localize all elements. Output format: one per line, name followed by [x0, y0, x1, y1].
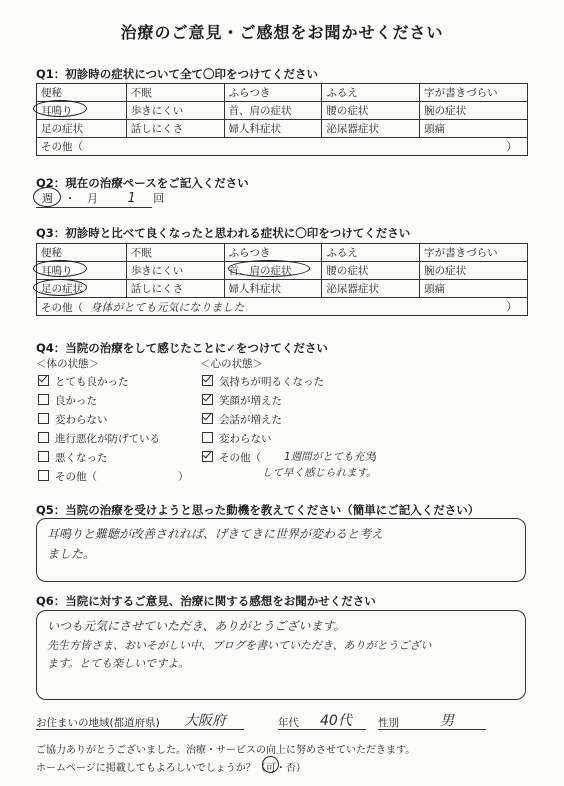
checkbox-checked[interactable]	[202, 375, 213, 386]
q3-cell[interactable]: ふらつき	[224, 244, 322, 262]
q1-cell[interactable]: ふるえ	[322, 84, 420, 102]
q3-cell[interactable]: 頭痛	[420, 280, 528, 298]
q3-cell[interactable]: 話しにくさ	[126, 280, 224, 298]
q1-cell[interactable]: 耳鳴り	[37, 102, 127, 120]
checkbox[interactable]	[38, 413, 49, 424]
region-label: お住まいの地域(都道府県)	[36, 717, 160, 729]
q3-cell[interactable]: 婦人科症状	[224, 280, 322, 298]
q1-cell[interactable]: 腰の症状	[322, 102, 420, 120]
checkbox-checked[interactable]	[38, 375, 49, 386]
q2-month[interactable]: 月	[87, 192, 98, 205]
q3-cell[interactable]: 字が書きづらい	[420, 244, 528, 262]
q6-answer-line3: ます。とても楽しいですよ。	[47, 657, 190, 670]
publish-no[interactable]: 否	[285, 763, 296, 774]
q1-cell[interactable]: ふらつき	[224, 84, 322, 102]
q4-mind-heading: ＜心の状態＞	[200, 358, 263, 370]
q3-cell[interactable]: 腰の症状	[322, 262, 420, 280]
q2-dot: ・	[64, 192, 76, 205]
q4-heading: Q4：当院の治療をして感じたことに✓をつけてください	[36, 341, 328, 355]
q6-heading: Q6：当院に対するご意見、治療に関する感想をお聞かせください	[36, 594, 376, 608]
q2-heading: Q2：現在の治療ペースをご記入ください	[36, 176, 249, 190]
q1-cell[interactable]: 字が書きづらい	[420, 84, 528, 102]
q5-answer-line2: ました。	[47, 547, 96, 561]
q6-answer-line1: いつも元気にさせていただき、ありがとうございます。	[47, 619, 346, 633]
q2-unit: 回	[153, 192, 165, 205]
q3-other-close: ）	[506, 301, 517, 313]
q3-cell[interactable]: 足の症状	[37, 280, 127, 298]
q4-body-item[interactable]: 変わらない	[38, 412, 108, 427]
q5-answer-box[interactable]	[36, 518, 526, 582]
q3-cell[interactable]: 泌尿器症状	[322, 280, 420, 298]
gender-value: 男	[440, 713, 454, 729]
q2-week[interactable]: 週	[42, 192, 53, 205]
q5-heading: Q5：当院の治療を受けようと思った動機を教えてください（簡単にご記入ください）	[36, 503, 480, 517]
thanks-text: ご協力ありがとうございました。治療・サービスの向上に努めさせていただきます。	[36, 745, 416, 756]
hand-circle-mark	[228, 260, 310, 277]
hand-circle-mark	[262, 756, 279, 773]
checkbox-checked[interactable]	[202, 394, 213, 405]
page-title: 治療のご意見・ご感想をお聞かせください	[120, 23, 444, 42]
age-underline	[278, 729, 366, 730]
q4-body-item[interactable]: 進行悪化が防げている	[38, 431, 160, 446]
q1-cell[interactable]: 不眠	[126, 84, 224, 102]
q3-cell[interactable]: 便秘	[37, 244, 127, 262]
q1-heading: Q1：初診時の症状について全て〇印をつけてください	[36, 67, 319, 81]
q1-other-label: その他（	[41, 141, 83, 153]
q4-body-item[interactable]: 悪くなった	[38, 450, 108, 465]
q3-cell[interactable]: 不眠	[126, 244, 224, 262]
q3-other-row[interactable]	[37, 298, 528, 316]
q1-cell[interactable]: 首、肩の症状	[224, 102, 322, 120]
q6-answer-line2: 先生方皆さま、おいそがしい中、ブログを書いていただき、ありがとうござい	[47, 639, 432, 652]
q6-answer-box[interactable]	[36, 610, 526, 700]
q1-cell[interactable]: 腕の症状	[420, 102, 528, 120]
q2-count: 1	[127, 191, 136, 206]
q3-other-label: その他（	[41, 301, 83, 314]
q4-body-other-close: ）	[178, 471, 189, 483]
age-value: 40代	[320, 713, 352, 729]
gender-label: 性別	[378, 717, 399, 729]
q1-cell[interactable]: 足の症状	[37, 120, 127, 138]
checkbox[interactable]	[38, 394, 49, 405]
checkbox[interactable]	[38, 451, 49, 462]
publish-yes[interactable]: 可	[266, 759, 276, 774]
q4-mind-other-text1: 1週間がとても充実	[284, 451, 375, 463]
q4-mind-item[interactable]: その他（	[202, 450, 261, 465]
q3-cell[interactable]: 首、肩の症状	[224, 262, 322, 280]
q3-heading: Q3：初診時と比べて良くなったと思われる症状に〇印をつけてください	[36, 226, 411, 240]
q5-answer-line1: 耳鳴りと難聴が改善されれば、げきてきに世界が変わると考え	[47, 527, 384, 541]
q4-body-item[interactable]: その他（	[38, 469, 97, 484]
q3-cell[interactable]: 歩きにくい	[126, 262, 224, 280]
q4-body-heading: ＜体の状態＞	[36, 358, 99, 370]
q4-mind-item[interactable]: 笑顔が増えた	[202, 393, 282, 408]
age-label: 年代	[278, 717, 299, 729]
q1-other-close: ）	[506, 141, 517, 153]
q4-mind-item[interactable]: 会話が増えた	[202, 412, 282, 427]
q2-underline	[36, 207, 152, 208]
checkbox[interactable]	[38, 432, 49, 443]
hand-circle-mark	[33, 260, 87, 277]
q1-cell[interactable]: 話しにくさ	[126, 120, 224, 138]
region-value: 大阪府	[184, 713, 226, 729]
q4-body-item[interactable]: 良かった	[38, 393, 97, 408]
hand-circle-mark	[33, 100, 87, 117]
gender-underline	[378, 729, 486, 730]
q1-other-row[interactable]	[37, 138, 528, 156]
q3-cell[interactable]: 腕の症状	[420, 262, 528, 280]
q1-cell[interactable]: 泌尿器症状	[322, 120, 420, 138]
q4-mind-item[interactable]: 変わらない	[202, 431, 272, 446]
q4-body-item[interactable]: とても良かった	[38, 374, 129, 389]
hand-circle-mark	[33, 279, 87, 296]
checkbox-checked[interactable]	[202, 451, 213, 462]
q1-cell[interactable]: 頭痛	[420, 120, 528, 138]
q1-cell[interactable]: 歩きにくい	[126, 102, 224, 120]
hand-circle-mark	[33, 187, 61, 207]
q1-cell[interactable]: 便秘	[37, 84, 127, 102]
q4-mind-item[interactable]: 気持ちが明るくなった	[202, 374, 324, 389]
q4-mind-other-close: ）	[372, 452, 383, 464]
q3-other-text: 身体がとても元気になりました	[90, 300, 245, 314]
checkbox[interactable]	[202, 432, 213, 443]
q4-mind-other-text2: して早く感じられます。	[262, 467, 377, 479]
region-underline	[36, 729, 244, 730]
publish-question: ホームページに掲載してもよろしいでしょうか？（可 ・否）	[36, 759, 306, 774]
q1-cell[interactable]: 婦人科症状	[224, 120, 322, 138]
checkbox[interactable]	[38, 470, 49, 481]
q3-symptom-table	[36, 243, 528, 316]
q3-cell[interactable]: ふるえ	[322, 244, 420, 262]
checkbox-checked[interactable]	[202, 413, 213, 424]
q1-symptom-table	[36, 83, 528, 156]
q3-cell[interactable]: 耳鳴り	[37, 262, 127, 280]
